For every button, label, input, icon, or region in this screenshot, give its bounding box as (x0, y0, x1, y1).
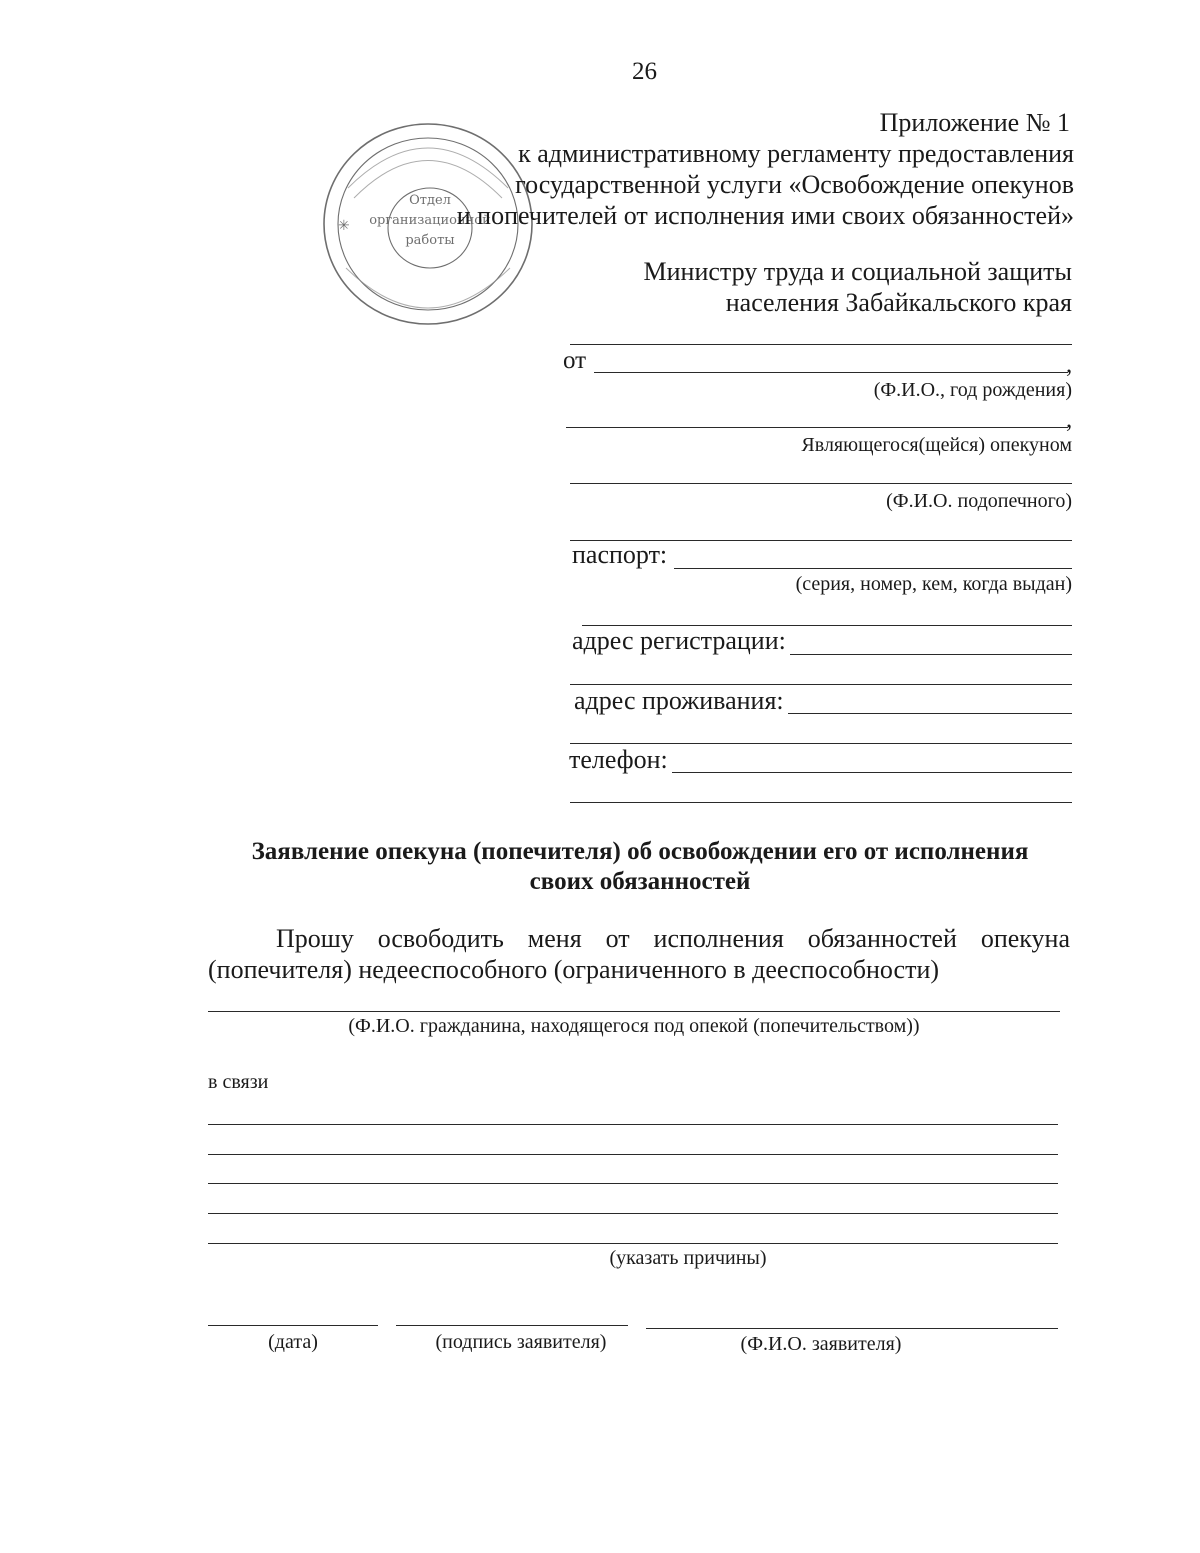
fio-caption: (Ф.И.О., год рождения) (873, 379, 1072, 401)
reason-label: в связи (208, 1071, 269, 1093)
blank-line[interactable] (570, 344, 1072, 345)
applicant-name-caption: (Ф.И.О. заявителя) (740, 1333, 902, 1355)
request-word: опекуна (980, 924, 1070, 953)
ward-fio-field[interactable] (570, 483, 1072, 484)
stamp-star-icon: ✳ (338, 218, 350, 234)
request-word: меня (527, 924, 582, 953)
request-line-2: (попечителя) недееспособного (ограниченного в дееспособности) (208, 955, 940, 984)
passport-field[interactable] (674, 568, 1072, 569)
guardian-caption: Являющегося(щейся) опекуном (801, 434, 1072, 456)
comma: , (1066, 351, 1073, 378)
stamp-text-2: организационной (369, 213, 491, 228)
blank-line[interactable] (570, 743, 1072, 744)
addressee-line-2: населения Забайкальского края (725, 288, 1072, 317)
annex-title: Приложение № 1 (879, 108, 1070, 137)
document-title-line-2: своих обязанностей (529, 868, 751, 895)
request-word: освободить (377, 924, 504, 953)
blank-line[interactable] (566, 427, 1068, 428)
reg-address-label: адрес регистрации: (572, 626, 786, 655)
signature-field[interactable] (396, 1325, 628, 1326)
applicant-name-field[interactable] (646, 1328, 1058, 1329)
passport-caption: (серия, номер, кем, когда выдан) (795, 573, 1072, 595)
annex-line-3: и попечителей от исполнения ими своих обязанностей» (456, 201, 1074, 230)
reason-line[interactable] (208, 1213, 1058, 1214)
reg-address-field[interactable] (790, 654, 1072, 655)
reason-caption: (указать причины) (609, 1247, 767, 1269)
citizen-fio-field[interactable] (208, 1011, 1060, 1012)
reason-line[interactable] (208, 1183, 1058, 1184)
phone-label: телефон: (569, 745, 668, 774)
from-label: от (563, 347, 587, 374)
passport-label: паспорт: (572, 540, 668, 569)
blank-line[interactable] (570, 802, 1072, 803)
live-address-field[interactable] (788, 713, 1072, 714)
reason-line[interactable] (208, 1154, 1058, 1155)
stamp-text-1: Отдел (409, 193, 451, 208)
stamp-text-3: работы (405, 233, 455, 248)
request-word: от (605, 924, 630, 953)
document-title-line-1: Заявление опекуна (попечителя) об освобождении его от исполнения (251, 838, 1029, 865)
date-caption: (дата) (268, 1331, 318, 1353)
reason-line[interactable] (208, 1243, 1058, 1244)
page-number: 26 (632, 58, 657, 85)
request-word: обязанностей (807, 924, 957, 953)
blank-line[interactable] (570, 684, 1072, 685)
request-word: Прошу (276, 924, 354, 953)
phone-field[interactable] (672, 772, 1072, 773)
citizen-caption: (Ф.И.О. гражданина, находящегося под опекой (попечительством)) (348, 1015, 920, 1037)
addressee-line-1: Министру труда и социальной защиты (643, 257, 1072, 286)
live-address-label: адрес проживания: (574, 686, 784, 715)
request-line-1 (276, 924, 1070, 954)
request-word: исполнения (653, 924, 784, 953)
annex-line-1: к административному регламенту предоставления (518, 139, 1074, 168)
signature-caption: (подпись заявителя) (435, 1331, 607, 1353)
date-field[interactable] (208, 1325, 378, 1326)
reason-line[interactable] (208, 1124, 1058, 1125)
annex-line-2: государственной услуги «Освобождение опекунов (515, 170, 1074, 199)
comma: , (1066, 406, 1073, 433)
applicant-fio-field[interactable] (594, 372, 1068, 373)
ward-caption: (Ф.И.О. подопечного) (886, 490, 1072, 512)
